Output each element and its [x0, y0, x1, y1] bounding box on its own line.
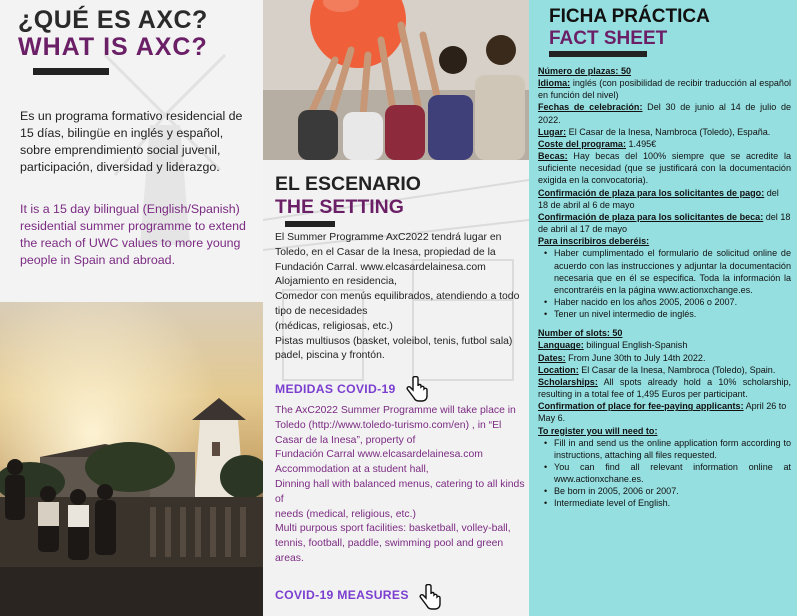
- setting-panel: [263, 0, 529, 616]
- setting-es-line: (médicas, religiosas, etc.): [275, 320, 393, 332]
- fact-sheet-content: [538, 65, 791, 510]
- setting-en-line: Accommodation at a student hall,: [275, 464, 429, 476]
- setting-es-line: Comedor con menús equilibrados, atendiendo a todo tipo de necesidades: [275, 291, 520, 317]
- register-heading-es: Para inscribiros deberéis:: [538, 236, 650, 247]
- setting-en-line: Fundación Carral www.elcasardelainesa.com: [275, 449, 483, 461]
- setting-body-en: [275, 404, 525, 567]
- pointer-hand-icon[interactable]: [405, 376, 429, 402]
- cost-es: Coste del programa: 1.495€: [538, 138, 657, 149]
- dates-en: Dates: From June 30th to July 14th 2022.: [538, 352, 706, 363]
- dates-es: Fechas de celebración: Del 30 de junio al 14 de julio de 2022.: [538, 102, 792, 125]
- setting-es-line: Alojamiento en residencia,: [275, 276, 397, 288]
- pointer-hand-icon[interactable]: [418, 584, 442, 610]
- list-item: • Haber cumplimentado el formulario de solicitud online de acuerdo con las instrucciones y adjuntar la documentación necesaria que en él se especifica. Toda la información la encontraréis en la página www.actionxchange.es.: [538, 247, 791, 296]
- group-activity-photo: [263, 0, 529, 160]
- covid-measures-es-link[interactable]: MEDIDAS COVID-19: [275, 382, 396, 396]
- scholarships-en: Scholarships: All spots already hold a 10% scholarship, resulting in a total fee of 1,495 Euros per participant.: [538, 376, 791, 400]
- slots-en: Number of slots: 50: [538, 328, 623, 339]
- sunset-windmill-photo: [0, 302, 263, 616]
- slots-es: Número de plazas: 50: [538, 66, 632, 76]
- covid-measures-en-link[interactable]: COVID-19 MEASURES: [275, 588, 409, 602]
- setting-en-line: needs (medical, religious, etc.): [275, 508, 416, 520]
- fact-sheet-panel: [529, 0, 797, 616]
- group-ball-scene: [263, 0, 529, 160]
- list-item: • Tener un nivel intermedio de inglés.: [538, 308, 791, 320]
- title-en: WHAT IS AXC?: [18, 33, 208, 61]
- list-item: • You can find all relevant information online at www.actionxchane.es.: [538, 461, 791, 485]
- intro-es: Es un programa formativo residencial de 15 días, bilingüe en inglés y español, sobre emprendimiento social juvenil, participación, diversidad y liderazgo.: [20, 109, 243, 174]
- fact-title-en: FACT SHEET: [549, 28, 668, 49]
- fact-title-es: FICHA PRÁCTICA: [549, 6, 710, 27]
- list-item: • Be born in 2005, 2006 or 2007.: [538, 485, 791, 497]
- setting-underline: [285, 221, 335, 227]
- language-es: Idioma: inglés (con posibilidad de recibir traducción al español en función del nivel): [538, 78, 791, 101]
- setting-es-line: El Summer Programme AxC2022 tendrá lugar en Toledo, en el Casar de la Inesa, propiedad de la Fundación Carral. www.elcasardelainesa.com: [275, 232, 502, 273]
- confirm-paying-en: Confirmation of place for fee-paying applicants: April 26 to May 6.: [538, 401, 787, 424]
- register-list-en: [538, 437, 791, 510]
- setting-en-line: The AxC2022 Summer Programme will take place in Toledo (http://www.toledo-turismo.com/en) , in “El Casar de la Inesa”, property of: [275, 405, 516, 446]
- setting-en-line: Dinning hall with balanced menus, catering to all kinds of: [275, 478, 525, 505]
- language-en: Language: bilingual English-Spanish: [538, 340, 688, 351]
- setting-title-es: EL ESCENARIO: [275, 173, 421, 195]
- location-es: Lugar: El Casar de la Inesa, Nambroca (Toledo), España.: [538, 126, 771, 137]
- intro-en: It is a 15 day bilingual (English/Spanish) residential summer programme to extend the reach of UWC values to more young people in Spain and abroad.: [20, 202, 246, 267]
- what-is-axc-panel: [0, 0, 263, 616]
- list-item: • Fill in and send us the online application form according to instructions, attaching all files requested.: [538, 437, 791, 461]
- register-heading-en: To register you will need to:: [538, 425, 658, 436]
- list-item: • Intermediate level of English.: [538, 497, 791, 509]
- scholarships-es: Becas: Hay becas del 100% siempre que se acredite la suficiente necesidad (que se justificará con la documentación exigida en la convocatoria).: [538, 151, 791, 186]
- location-en: Location: El Casar de la Inesa, Nambroca (Toledo), Spain.: [538, 364, 776, 375]
- setting-title-en: THE SETTING: [275, 196, 404, 218]
- title-underline: [33, 68, 109, 75]
- setting-es-line: Pistas multiusos (basket, voleibol, tenis, futbol sala) padel, piscina y frontón.: [275, 335, 513, 362]
- confirm-paying-es: Confirmación de plaza para los solicitantes de pago: del 18 de abril al 6 de mayo: [538, 187, 779, 210]
- setting-body-es: [275, 231, 523, 364]
- confirm-scholarship-es: Confirmación de plaza para los solicitantes de beca: del 18 de abril al 17 de mayo: [538, 211, 791, 235]
- sunset-scene: [0, 302, 263, 616]
- list-item: • Haber nacido en los años 2005, 2006 o 2007.: [538, 296, 791, 308]
- fact-underline: [549, 51, 647, 57]
- setting-en-line: Multi purpous sport facilities: basketball, volley-ball, tennis, football, paddle, swimming pool and green areas.: [275, 523, 511, 564]
- title-es: ¿QUÉ ES AXC?: [18, 6, 208, 34]
- register-list-es: [538, 247, 791, 320]
